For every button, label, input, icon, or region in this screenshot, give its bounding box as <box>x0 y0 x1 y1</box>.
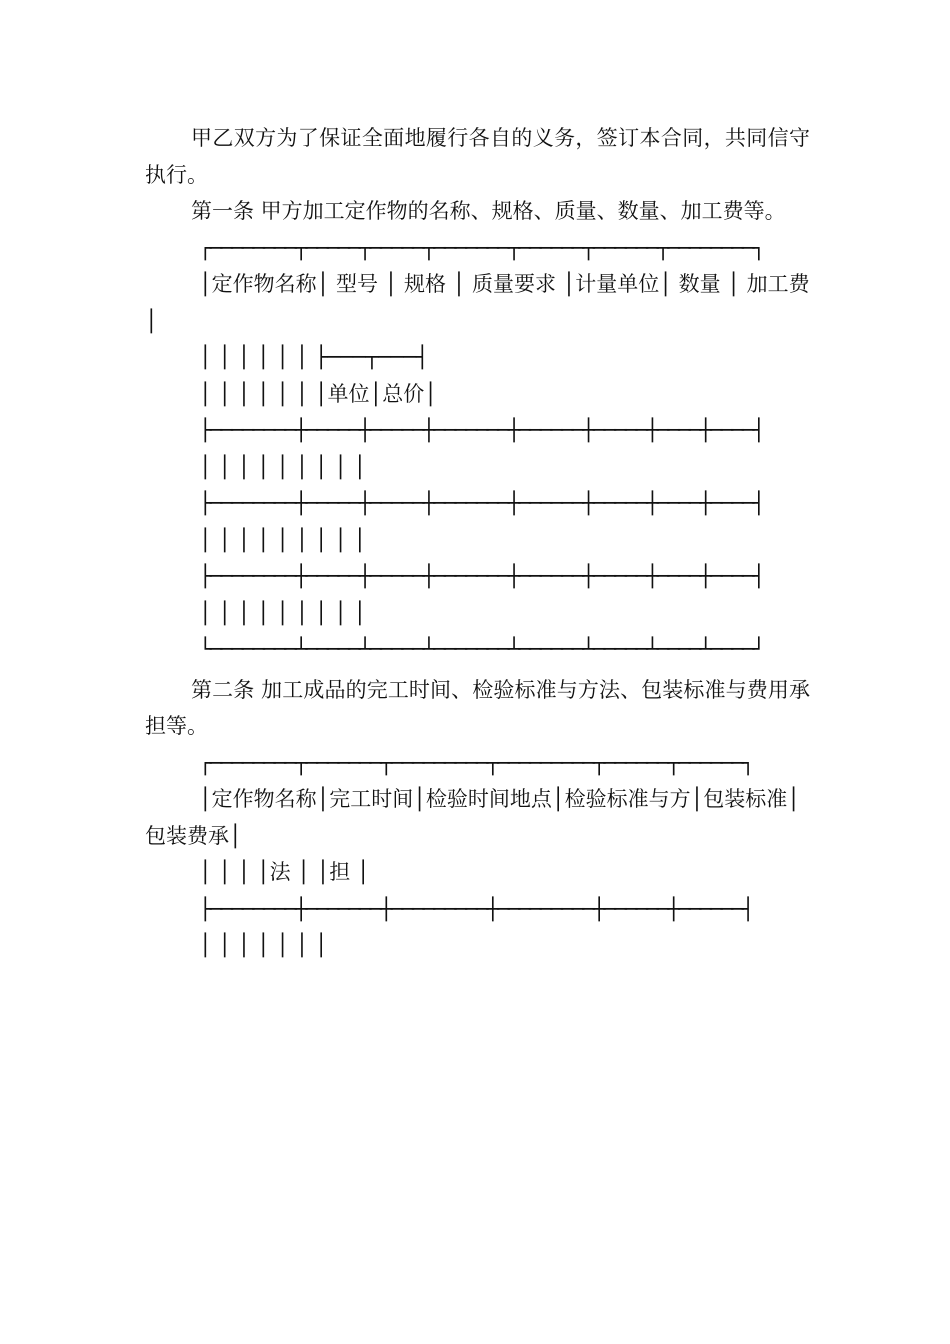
document-page <box>145 120 817 964</box>
table1-row-divider: ├────────┼─────┼─────┼───────┼──────┼─────┼────┼────┤ <box>199 418 764 442</box>
table1-data-row: │ │ │ │ │ │ │ │ │ <box>199 454 367 479</box>
table1-subheader-row: │ │ │ │ │ │ │单位│总价│ <box>199 381 437 406</box>
table2-row-divider: ├────────┼───────┼─────────┼─────────┼──────┼──────┤ <box>199 896 753 921</box>
table1-data-row: │ │ │ │ │ │ │ │ │ <box>199 527 367 552</box>
table1-subheader-divider: │ │ │ │ │ │ ├───┬───┤ <box>199 345 429 369</box>
table1-bottom-border: └────────┴─────┴─────┴───────┴──────┴─────┴────┴────┘ <box>199 637 764 661</box>
table1-row-divider: ├────────┼─────┼─────┼───────┼──────┼─────┼────┼────┤ <box>199 491 764 515</box>
table1-row-divider: ├────────┼─────┼─────┼───────┼──────┼─────┼────┼────┤ <box>199 564 764 588</box>
table1-data-row: │ │ │ │ │ │ │ │ │ <box>199 600 367 625</box>
article2-heading: 第二条 加工成品的完工时间、检验标准与方法、包装标准与费用承担等。 <box>145 677 810 738</box>
article1-heading: 第一条 甲方加工定作物的名称、规格、质量、数量、加工费等。 <box>191 199 786 223</box>
table2-top-border: ┌────────┬───────┬─────────┬─────────┬──────┬──────┐ <box>199 750 753 775</box>
table1-header-row: │定作物名称│ 型号 │ 规格 │ 质量要求 │计量单位│ 数量 │ 加工费 │ <box>145 272 817 333</box>
table2-data-row: │ │ │ │ │ │ │ <box>199 933 328 957</box>
table2-header-row-continued: │ │ │ │法 │ │担 │ <box>199 860 370 884</box>
article1-table <box>145 230 817 668</box>
table2-header-row: │定作物名称│完工时间│检验时间地点│检验标准与方│包装标准│包装费承│ <box>145 787 800 848</box>
table1-top-border: ┌────────┬─────┬─────┬───────┬──────┬──────┬────────┐ <box>199 235 764 260</box>
article2-table <box>145 745 810 964</box>
intro-paragraph: 甲乙双方为了保证全面地履行各自的义务，签订本合同，共同信守执行。 <box>145 126 810 187</box>
